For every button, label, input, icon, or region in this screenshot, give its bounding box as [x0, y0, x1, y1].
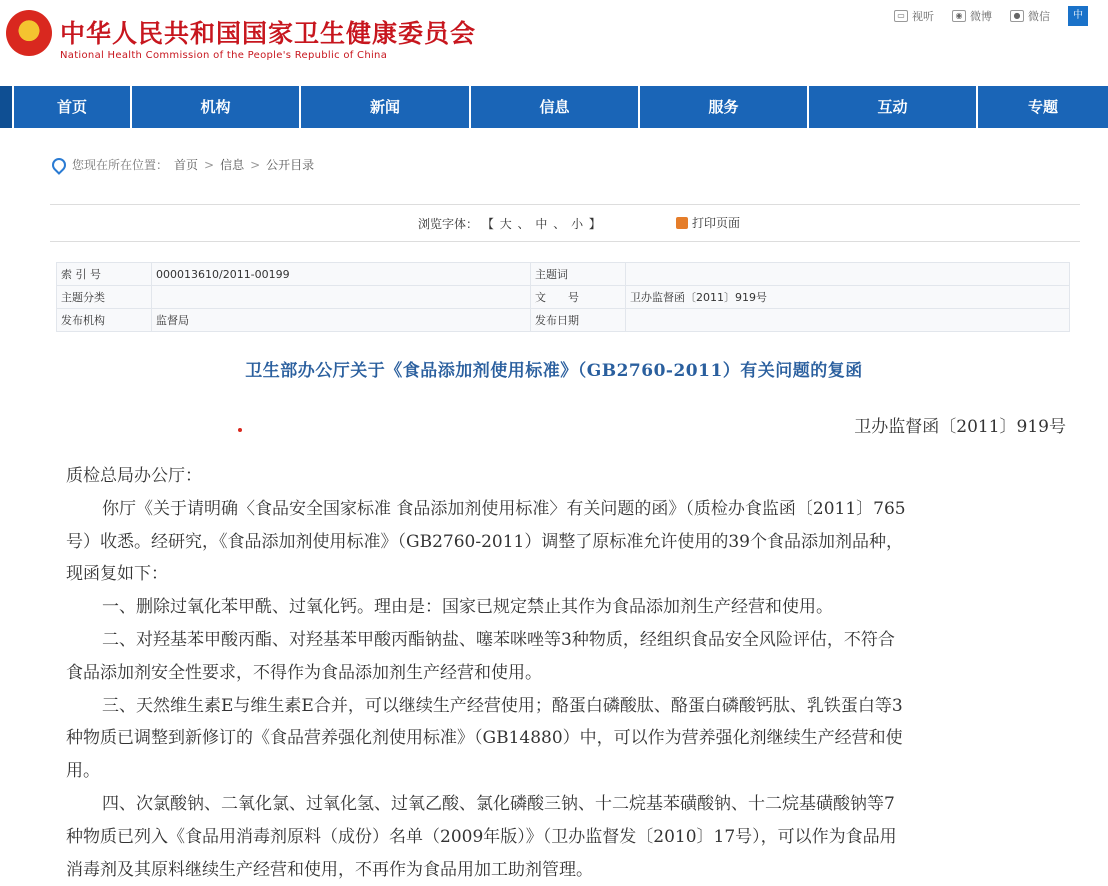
- document-body: [66, 460, 1066, 886]
- body-line: 食品添加剂安全性要求，不得作为食品添加剂生产经营和使用。: [66, 662, 542, 683]
- body-line: 你厅《关于请明确〈食品安全国家标准 食品添加剂使用标准〉有关问题的函》（质检办食监函〔2011〕765: [102, 498, 906, 519]
- font-size-small[interactable]: 小: [571, 217, 584, 231]
- nav-item-topics[interactable]: 专题: [1027, 98, 1058, 116]
- table-row: [57, 263, 1070, 286]
- nav-item-services[interactable]: 服务: [640, 86, 809, 128]
- font-size-medium[interactable]: 中: [535, 217, 548, 231]
- meta-key: 主题分类: [57, 286, 152, 309]
- font-size-separator: 、: [517, 217, 530, 231]
- article-toolbar: [50, 204, 1080, 242]
- document-number: 卫办监督函〔2011〕919号: [854, 417, 1066, 437]
- table-row: [57, 286, 1070, 309]
- print-icon: [676, 217, 688, 229]
- header-tools: [894, 6, 1088, 26]
- body-line: 种物质已列入《食品用消毒剂原料（成份）名单（2009年版）》（卫办监督发〔2010〕17号），可以作为食品用: [66, 826, 897, 847]
- body-line: 消毒剂及其原料继续生产经营和使用，不再作为食品用加工助剂管理。: [66, 859, 593, 880]
- font-size-bracket-open: 【: [481, 217, 494, 231]
- font-size-label: 浏览字体：: [418, 217, 479, 231]
- body-line: 号）收悉。经研究，《食品添加剂使用标准》（GB2760-2011）调整了原标准允许使用的39个食品添加剂品种，: [66, 531, 903, 552]
- site-subtitle: National Health Commission of the People's Republic of China: [60, 50, 388, 61]
- meta-value: [626, 263, 1070, 286]
- meta-value: [626, 309, 1070, 332]
- nav-edge: [0, 86, 14, 128]
- breadcrumb-information[interactable]: 信息: [220, 158, 245, 172]
- breadcrumb: [52, 156, 314, 173]
- meta-key: 发布日期: [531, 309, 626, 332]
- font-size-separator: 、: [553, 217, 566, 231]
- main-nav: [0, 86, 1108, 128]
- meta-value: 卫办监督函〔2011〕919号: [626, 286, 1070, 309]
- body-line: 四、次氯酸钠、二氧化氯、过氧化氢、过氧乙酸、氯化磷酸三钠、十二烷基苯磺酸钠、十二烷基磺酸钠等7: [102, 793, 895, 814]
- language-button[interactable]: 中: [1068, 6, 1088, 26]
- nav-item-home[interactable]: 首页: [14, 86, 132, 128]
- nav-item-information[interactable]: 信息: [471, 86, 640, 128]
- font-size-bracket-close: 】: [588, 217, 601, 231]
- meta-key: 文 号: [531, 286, 626, 309]
- nav-item-interaction[interactable]: 互动: [809, 86, 978, 128]
- document-meta-table: [56, 262, 1070, 332]
- tool-video[interactable]: [894, 8, 934, 24]
- font-size-large[interactable]: 大: [499, 217, 512, 231]
- breadcrumb-separator: >: [250, 157, 261, 172]
- body-line: 现函复如下：: [66, 564, 168, 585]
- site-title[interactable]: 中华人民共和国国家卫生健康委员会: [60, 19, 477, 48]
- tool-weibo[interactable]: [952, 8, 992, 24]
- tool-weibo-label: 微博: [970, 10, 992, 23]
- decorative-dot: [238, 428, 242, 432]
- body-line: 二、对羟基苯甲酸丙酯、对羟基苯甲酸丙酯钠盐、噻苯咪唑等3种物质，经组织食品安全风险评估，不符合: [102, 629, 895, 650]
- table-row: [57, 309, 1070, 332]
- tool-wechat-label: 微信: [1028, 10, 1050, 23]
- nav-item-news[interactable]: 新闻: [301, 86, 471, 128]
- body-line: 一、删除过氧化苯甲酰、过氧化钙。理由是：国家已规定禁止其作为食品添加剂生产经营和使用。: [102, 597, 833, 618]
- meta-key: 发布机构: [57, 309, 152, 332]
- national-emblem-icon[interactable]: [6, 10, 52, 56]
- body-line: 三、天然维生素E与维生素E合并，可以继续生产经营使用；酪蛋白磷酸肽、酪蛋白磷酸钙肽、乳铁蛋白等3: [102, 695, 903, 716]
- tool-video-label: 视听: [912, 10, 934, 23]
- wechat-icon: ●: [1010, 10, 1024, 22]
- location-pin-icon: [49, 155, 69, 175]
- breadcrumb-public-catalog[interactable]: 公开目录: [266, 158, 315, 172]
- weibo-icon: ◉: [952, 10, 966, 22]
- recipient-line: 质检总局办公厅：: [66, 466, 202, 486]
- body-line: 种物质已调整到新修订的《食品营养强化剂使用标准》（GB14880）中，可以作为营养强化剂继续生产经营和使: [66, 728, 903, 749]
- breadcrumb-home[interactable]: 首页: [174, 158, 199, 172]
- tool-wechat[interactable]: [1010, 8, 1050, 24]
- meta-key: 索 引 号: [57, 263, 152, 286]
- site-header: [0, 0, 1108, 88]
- meta-value: [152, 286, 531, 309]
- meta-value: 000013610/2011-00199: [152, 263, 531, 286]
- font-size-selector: [418, 215, 601, 232]
- nav-item-organization[interactable]: 机构: [132, 86, 301, 128]
- meta-value: 监督局: [152, 309, 531, 332]
- print-button[interactable]: [676, 214, 740, 231]
- breadcrumb-prefix: 您现在所在位置：: [72, 158, 169, 172]
- document-title: 卫生部办公厅关于《食品添加剂使用标准》（GB2760-2011）有关问题的复函: [245, 361, 863, 381]
- meta-key: 主题词: [531, 263, 626, 286]
- desktop-icon: ▭: [894, 10, 908, 22]
- body-line: 用。: [66, 761, 100, 782]
- breadcrumb-separator: >: [204, 157, 215, 172]
- print-label: 打印页面: [692, 216, 741, 230]
